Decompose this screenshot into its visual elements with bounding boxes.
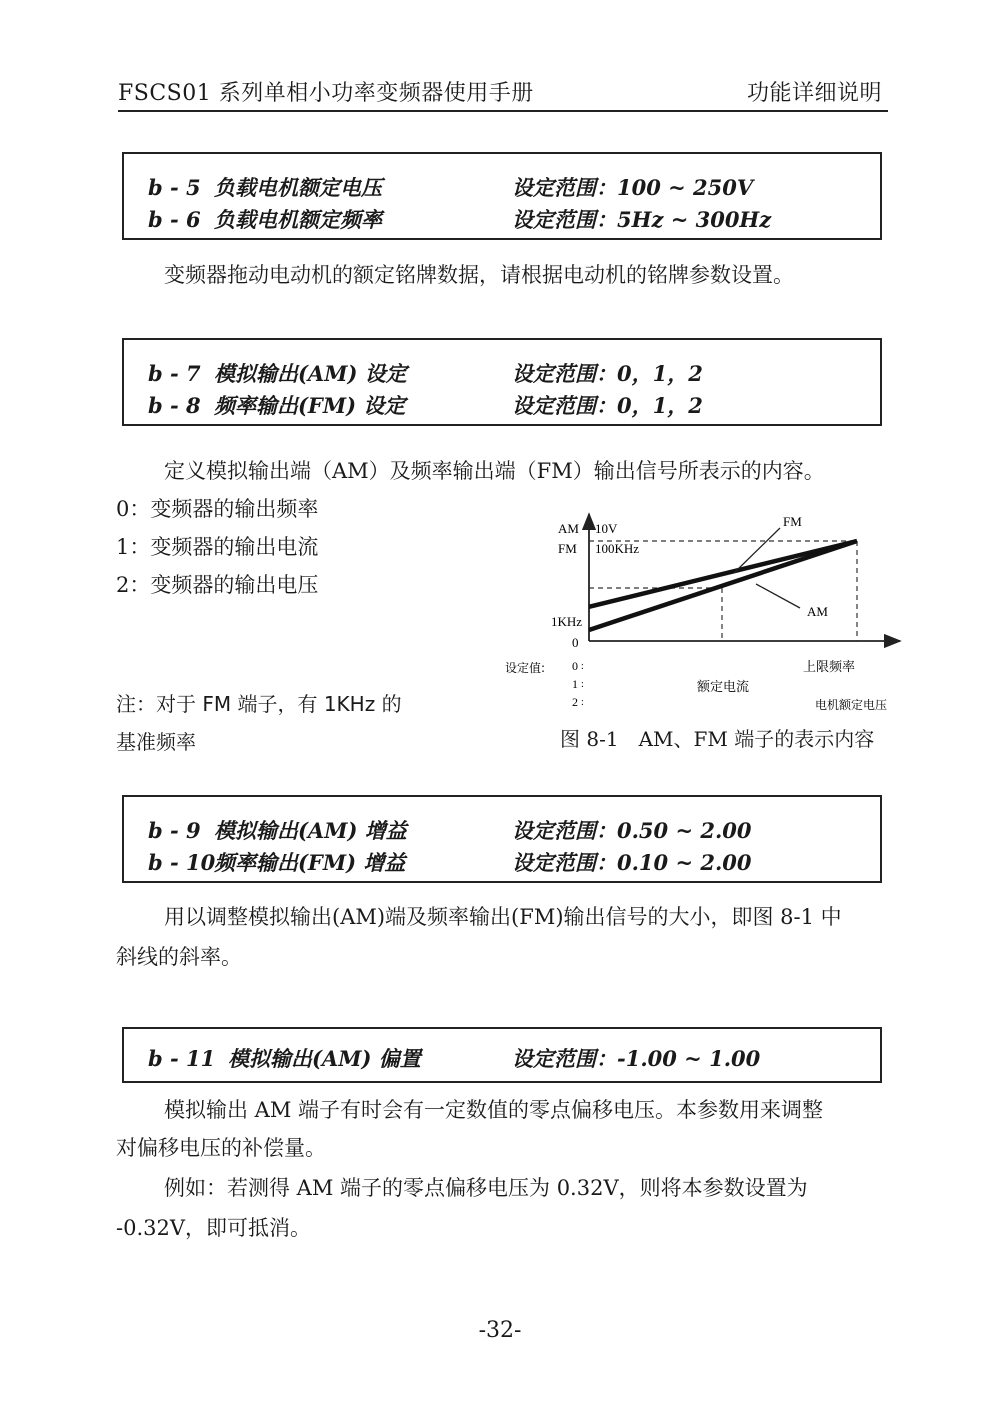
param-code: b - 6 <box>148 207 201 232</box>
am-series-label: AM <box>807 604 828 619</box>
param-name: 负载电机额定电压 <box>214 175 382 200</box>
y-zero-label: 0 <box>572 635 579 650</box>
setting-label: 设定值: <box>505 661 546 675</box>
figure-caption: 图 8-1 AM、FM 端子的表示内容 <box>560 727 875 751</box>
note-line-2: 基准频率 <box>116 730 196 754</box>
y-label-fm: FM <box>558 541 577 556</box>
param-range: 设定范围：0，1，2 <box>512 361 703 386</box>
paragraph-3-line-1: 用以调整模拟输出(AM)端及频率输出(FM)输出信号的大小，即图 8-1 中 <box>164 905 842 929</box>
paragraph-3-line-2: 斜线的斜率。 <box>116 945 242 969</box>
paragraph-2: 定义模拟输出端（AM）及频率输出端（FM）输出信号所表示的内容。 <box>164 459 825 483</box>
param-range: 设定范围：0.10 ~ 2.00 <box>512 850 752 875</box>
param-box-b7-b8 <box>122 338 882 426</box>
param-code: b - 11 <box>148 1046 216 1071</box>
param-name: 模拟输出(AM) 设定 <box>214 361 407 386</box>
param-name: 频率输出(FM) 增益 <box>214 850 406 875</box>
setting-key-0: 0 <box>572 659 578 673</box>
param-row-b9 <box>148 815 407 845</box>
setting-2-label: 电机额定电压 <box>815 698 888 712</box>
fm-series-label: FM <box>783 514 802 529</box>
param-name: 模拟输出(AM) 偏置 <box>228 1046 421 1071</box>
param-row-b8 <box>148 390 405 420</box>
param-name: 负载电机额定频率 <box>214 207 382 232</box>
paragraph-1: 变频器拖动电动机的额定铭牌数据，请根据电动机的铭牌参数设置。 <box>164 263 794 287</box>
option-0: 0：变频器的输出频率 <box>116 497 319 521</box>
param-name: 频率输出(FM) 设定 <box>214 393 406 418</box>
param-box-b11 <box>122 1027 882 1083</box>
param-code: b - 5 <box>148 175 201 200</box>
paragraph-4-line-1: 模拟输出 AM 端子有时会有一定数值的零点偏移电压。本参数用来调整 <box>164 1098 824 1122</box>
param-range: 设定范围：0.50 ~ 2.00 <box>512 818 752 843</box>
paragraph-4-line-2: 对偏移电压的补偿量。 <box>116 1136 326 1160</box>
param-row-b7 <box>148 358 407 388</box>
y-base-label: 1KHz <box>551 614 583 629</box>
param-code: b - 8 <box>148 393 201 418</box>
am-leader-line <box>756 584 800 608</box>
param-box-b9-b10 <box>122 795 882 883</box>
param-name: 模拟输出(AM) 增益 <box>214 818 407 843</box>
setting-key-1: 1 <box>572 677 578 691</box>
param-range: 设定范围：100 ~ 250V <box>512 175 754 200</box>
y-top-fm-value: 100KHz <box>595 541 640 556</box>
param-row-b11 <box>148 1043 421 1073</box>
param-box-b5-b6 <box>122 152 882 240</box>
note-line-1: 注：对于 FM 端子，有 1KHz 的 <box>116 692 402 716</box>
param-range: 设定范围：0，1，2 <box>512 393 703 418</box>
setting-0-label: 上限频率 <box>803 660 856 675</box>
header-title: FSCS01 系列单相小功率变频器使用手册 <box>118 81 534 106</box>
setting-key-2: 2 <box>572 695 578 709</box>
param-range: 设定范围：-1.00 ~ 1.00 <box>512 1046 761 1071</box>
param-code: b - 9 <box>148 818 201 843</box>
paragraph-5-line-2: -0.32V，即可抵消。 <box>116 1216 312 1240</box>
svg-text::: : <box>581 661 584 672</box>
param-row-b6 <box>148 204 382 234</box>
paragraph-5-line-1: 例如：若测得 AM 端子的零点偏移电压为 0.32V，则将本参数设置为 <box>164 1176 808 1200</box>
param-row-b5 <box>148 172 382 202</box>
param-code: b - 7 <box>148 361 201 386</box>
header-rule <box>118 110 888 112</box>
y-top-am-value: 10V <box>595 521 618 536</box>
svg-text::: : <box>581 679 584 690</box>
option-2: 2：变频器的输出电压 <box>116 573 319 597</box>
page-number: -32- <box>478 1318 522 1343</box>
option-1: 1：变频器的输出电流 <box>116 535 319 559</box>
param-code: b - 10 <box>148 850 216 875</box>
param-range: 设定范围：5Hz ~ 300Hz <box>512 207 772 232</box>
y-label-am: AM <box>558 521 579 536</box>
svg-text::: : <box>581 697 584 708</box>
header-section: 功能详细说明 <box>746 81 882 106</box>
param-row-b10 <box>148 847 405 877</box>
output-chart <box>500 500 910 730</box>
setting-1-label: 额定电流 <box>697 680 750 695</box>
